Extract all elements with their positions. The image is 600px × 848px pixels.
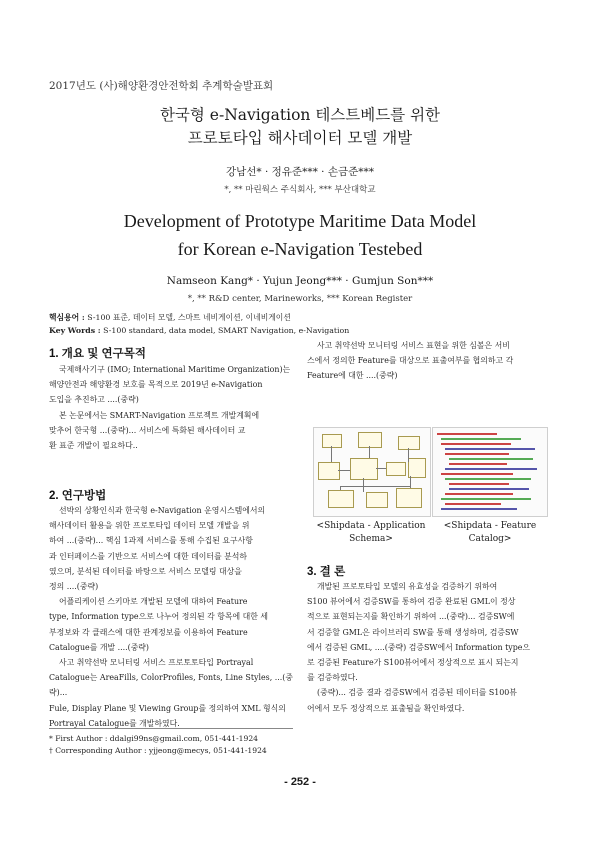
section-1-line: 본 논문에서는 SMART-Navigation 프로젝트 개발계획에 [59, 410, 260, 420]
column-2-intro [307, 338, 551, 384]
keywords-english-text: S-100 standard, data model, SMART Navigation, e-Navigation [103, 326, 350, 335]
intro-line: 사고 취약선박 모니터링 서비스 표현을 위한 심볼은 서비 [317, 341, 510, 350]
section-2-line: 부정보와 각 클래스에 대한 관계정보를 이용하여 Feature [49, 627, 248, 637]
caption-line: <Shipdata - Feature [443, 521, 537, 531]
section-2-line: type, Information type으로 나누어 정의된 각 항목에 대한 세 [49, 612, 268, 622]
section-3-heading: 3. 결 론 [307, 566, 346, 578]
section-3-line: S100 뷰어에서 검증SW를 통하여 검증 완료된 GML이 정상 [307, 597, 516, 607]
section-2-line: 해사데이터 활용을 위한 프로토타입 데이터 모델 개발을 위 [49, 521, 250, 531]
keywords-english [49, 326, 349, 335]
section-2-line: 하여 ...(중략)... 핵심 1과제 서비스를 통해 수집된 요구사항 [49, 536, 253, 546]
intro-line: 스에서 정의한 Feature를 대상으로 표출여부를 협의하고 각 [307, 356, 514, 366]
section-3-line: (중략)... 검증 결과 검증SW에서 검증된 데이터를 S100뷰 [317, 688, 517, 698]
section-2-line: Portrayal Catalogue를 개발하였다. [49, 718, 180, 728]
footnote-divider [49, 728, 293, 729]
application-schema-figure [313, 427, 431, 517]
section-3-line: 를 검증하였다. [307, 673, 358, 683]
korean-title-line-1: 한국형 e-Navigation 테스트베드를 위한 [159, 106, 441, 124]
section-2-line: 정의 ....(중략) [49, 582, 99, 592]
keywords-korean-text: S-100 표준, 데이터 모델, 스마트 네비게이션, 이네비게이션 [87, 313, 291, 322]
section-1-line: 도입을 추진하고 ....(중략) [49, 395, 139, 405]
section-1-body [49, 362, 293, 453]
caption-line: Catalog> [468, 534, 512, 544]
section-2-line: Catalogue는 AreaFills, ColorProfiles, Fonts, Line Styles, ...(중략)... [49, 673, 293, 698]
section-2-line: 였으며, 분석된 데이터를 바탕으로 서비스 모델링 대상을 [49, 566, 242, 576]
english-title-line-1: Development of Prototype Maritime Data Model [123, 211, 477, 231]
korean-affiliations: *, ** 마린웍스 주식회사, *** 부산대학교 [224, 185, 376, 195]
section-3-line: 개발된 프로토타입 모델의 유효성을 검증하기 위하여 [317, 582, 498, 591]
keywords-korean-label: 핵심용어 : [49, 313, 85, 322]
intro-line: Feature에 대한 ....(중략) [307, 371, 398, 381]
keywords-korean [49, 312, 291, 323]
section-1-line: 맞추어 한국형 ...(중략)... 서비스에 특화된 해사데이터 교 [49, 425, 246, 435]
conference-name: 2017년도 (사)해양환경안전학회 추계학술발표회 [49, 80, 274, 92]
section-3-line: 어에서 모두 정상적으로 표출됨을 확인하였다. [307, 703, 465, 713]
section-2-body [49, 503, 293, 731]
section-2-heading: 2. 연구방법 [49, 490, 107, 502]
page-number: - 252 - [284, 776, 316, 788]
section-1-line: 해양안전과 해양환경 보호를 목적으로 2019년 e-Navigation [49, 380, 263, 390]
section-3-line: 서 검증할 GML은 라이브러리 SW를 통해 생성하며, 검증SW [307, 627, 519, 637]
caption-line: <Shipdata - Application [316, 521, 426, 531]
korean-authors: 강남선* · 정유준*** · 손금준*** [225, 166, 375, 178]
section-3-line: 적으로 표현되는지를 확인하기 위하여 ...(중략)... 검증SW에 [307, 612, 515, 622]
keywords-english-label: Key Words : [49, 326, 101, 335]
section-3-line: 에서 검증된 GML, ....(중략) 검증SW에서 Information type으 [307, 642, 531, 652]
english-affiliations: *, ** R&D center, Marineworks, *** Korean Register [187, 294, 413, 304]
english-authors: Namseon Kang* · Yujun Jeong*** · Gumjun Son*** [166, 275, 434, 287]
application-schema-caption [307, 520, 435, 546]
feature-catalog-figure [432, 427, 548, 517]
section-2-line: Fule, Display Plane 및 Viewing Group를 정의하여 XML 형식의 [49, 703, 286, 713]
section-2-line: 어플리케이션 스키마로 개발된 모델에 대하여 Feature [59, 597, 248, 607]
footnote-corresponding-author: † Corresponding Author : yjjeong@mecys, 051-441-1924 [49, 746, 267, 755]
feature-catalog-caption [432, 520, 548, 546]
section-1-line: 환 표준 개발이 필요하다.. [49, 441, 138, 451]
section-1-line: 국제해사기구 (IMO; International Maritime Organization)는 [59, 365, 291, 374]
caption-line: Schema> [349, 534, 393, 544]
footnote-first-author: * First Author : ddalgi99ns@gmail.com, 051-441-1924 [49, 734, 258, 743]
section-3-line: 로 검증된 Feature가 S100뷰어에서 정상적으로 표시 되는지 [307, 658, 519, 668]
english-title-line-2: for Korean e-Navigation Testebed [177, 239, 423, 259]
section-2-line: 사고 취약선박 모니터링 서비스 프로토토타입 Portrayal [59, 658, 254, 668]
section-2-line: Catalogue를 개발 ....(중략) [49, 642, 150, 652]
korean-title-line-2: 프로토타입 해사데이터 모델 개발 [187, 129, 413, 147]
section-1-heading: 1. 개요 및 연구목적 [49, 348, 146, 360]
section-2-line: 과 인터페이스를 기반으로 서비스에 대한 데이터를 분석하 [49, 551, 247, 561]
section-3-body [307, 579, 551, 716]
section-2-line: 선박의 상황인식과 한국형 e-Navigation 운영시스템에서의 [59, 506, 266, 515]
